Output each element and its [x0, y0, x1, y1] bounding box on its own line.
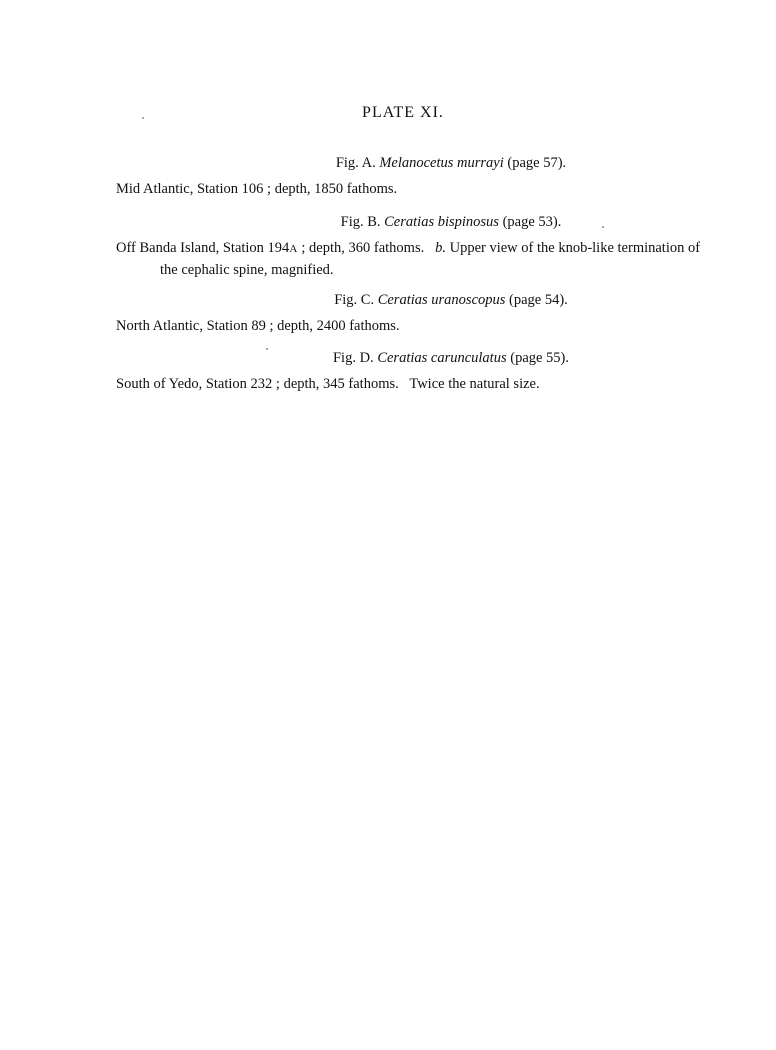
figure-entry-a — [116, 153, 716, 200]
figure-entry-d — [116, 348, 716, 395]
figure-label: Fig. A. — [335, 155, 376, 171]
species-name: Ceratias uranoscopus — [377, 292, 506, 308]
station-suffix: A — [289, 243, 298, 255]
figure-heading — [116, 153, 716, 174]
description-station: Off Banda Island, Station 194 — [116, 240, 290, 256]
species-name: Ceratias carunculatus — [377, 350, 507, 366]
figure-description — [116, 238, 716, 281]
figure-label: Fig. D. — [332, 350, 374, 366]
figure-heading — [116, 348, 716, 369]
figure-entry-c — [116, 290, 716, 337]
page-reference: (page 54). — [509, 292, 568, 308]
figure-description: North Atlantic, Station 89 ; depth, 2400 fathoms. — [116, 318, 400, 334]
page-reference: (page 55). — [510, 350, 570, 366]
sub-figure-label: b. — [435, 240, 446, 256]
description-depth: ; depth, 360 fathoms. — [301, 240, 425, 256]
figure-heading — [116, 290, 716, 311]
figure-label: Fig. C. — [334, 292, 375, 308]
figure-entry-b — [116, 212, 716, 281]
plate-title: PLATE XI. — [362, 104, 444, 121]
page-reference: (page 57). — [507, 155, 567, 171]
figure-description: Mid Atlantic, Station 106 ; depth, 1850 fathoms. — [116, 181, 398, 197]
figure-heading — [116, 212, 716, 233]
figure-description: South of Yedo, Station 232 ; depth, 345 fathoms. Twice the natural size. — [116, 376, 540, 392]
figure-label: Fig. B. — [340, 214, 381, 230]
sub-figure-text: Upper view of the knob-like termination of the cephalic spine, magnified. — [160, 240, 701, 278]
species-name: Ceratias bispinosus — [384, 214, 499, 230]
species-name: Melanocetus murrayi — [379, 155, 504, 171]
page-reference: (page 53). — [502, 214, 562, 230]
